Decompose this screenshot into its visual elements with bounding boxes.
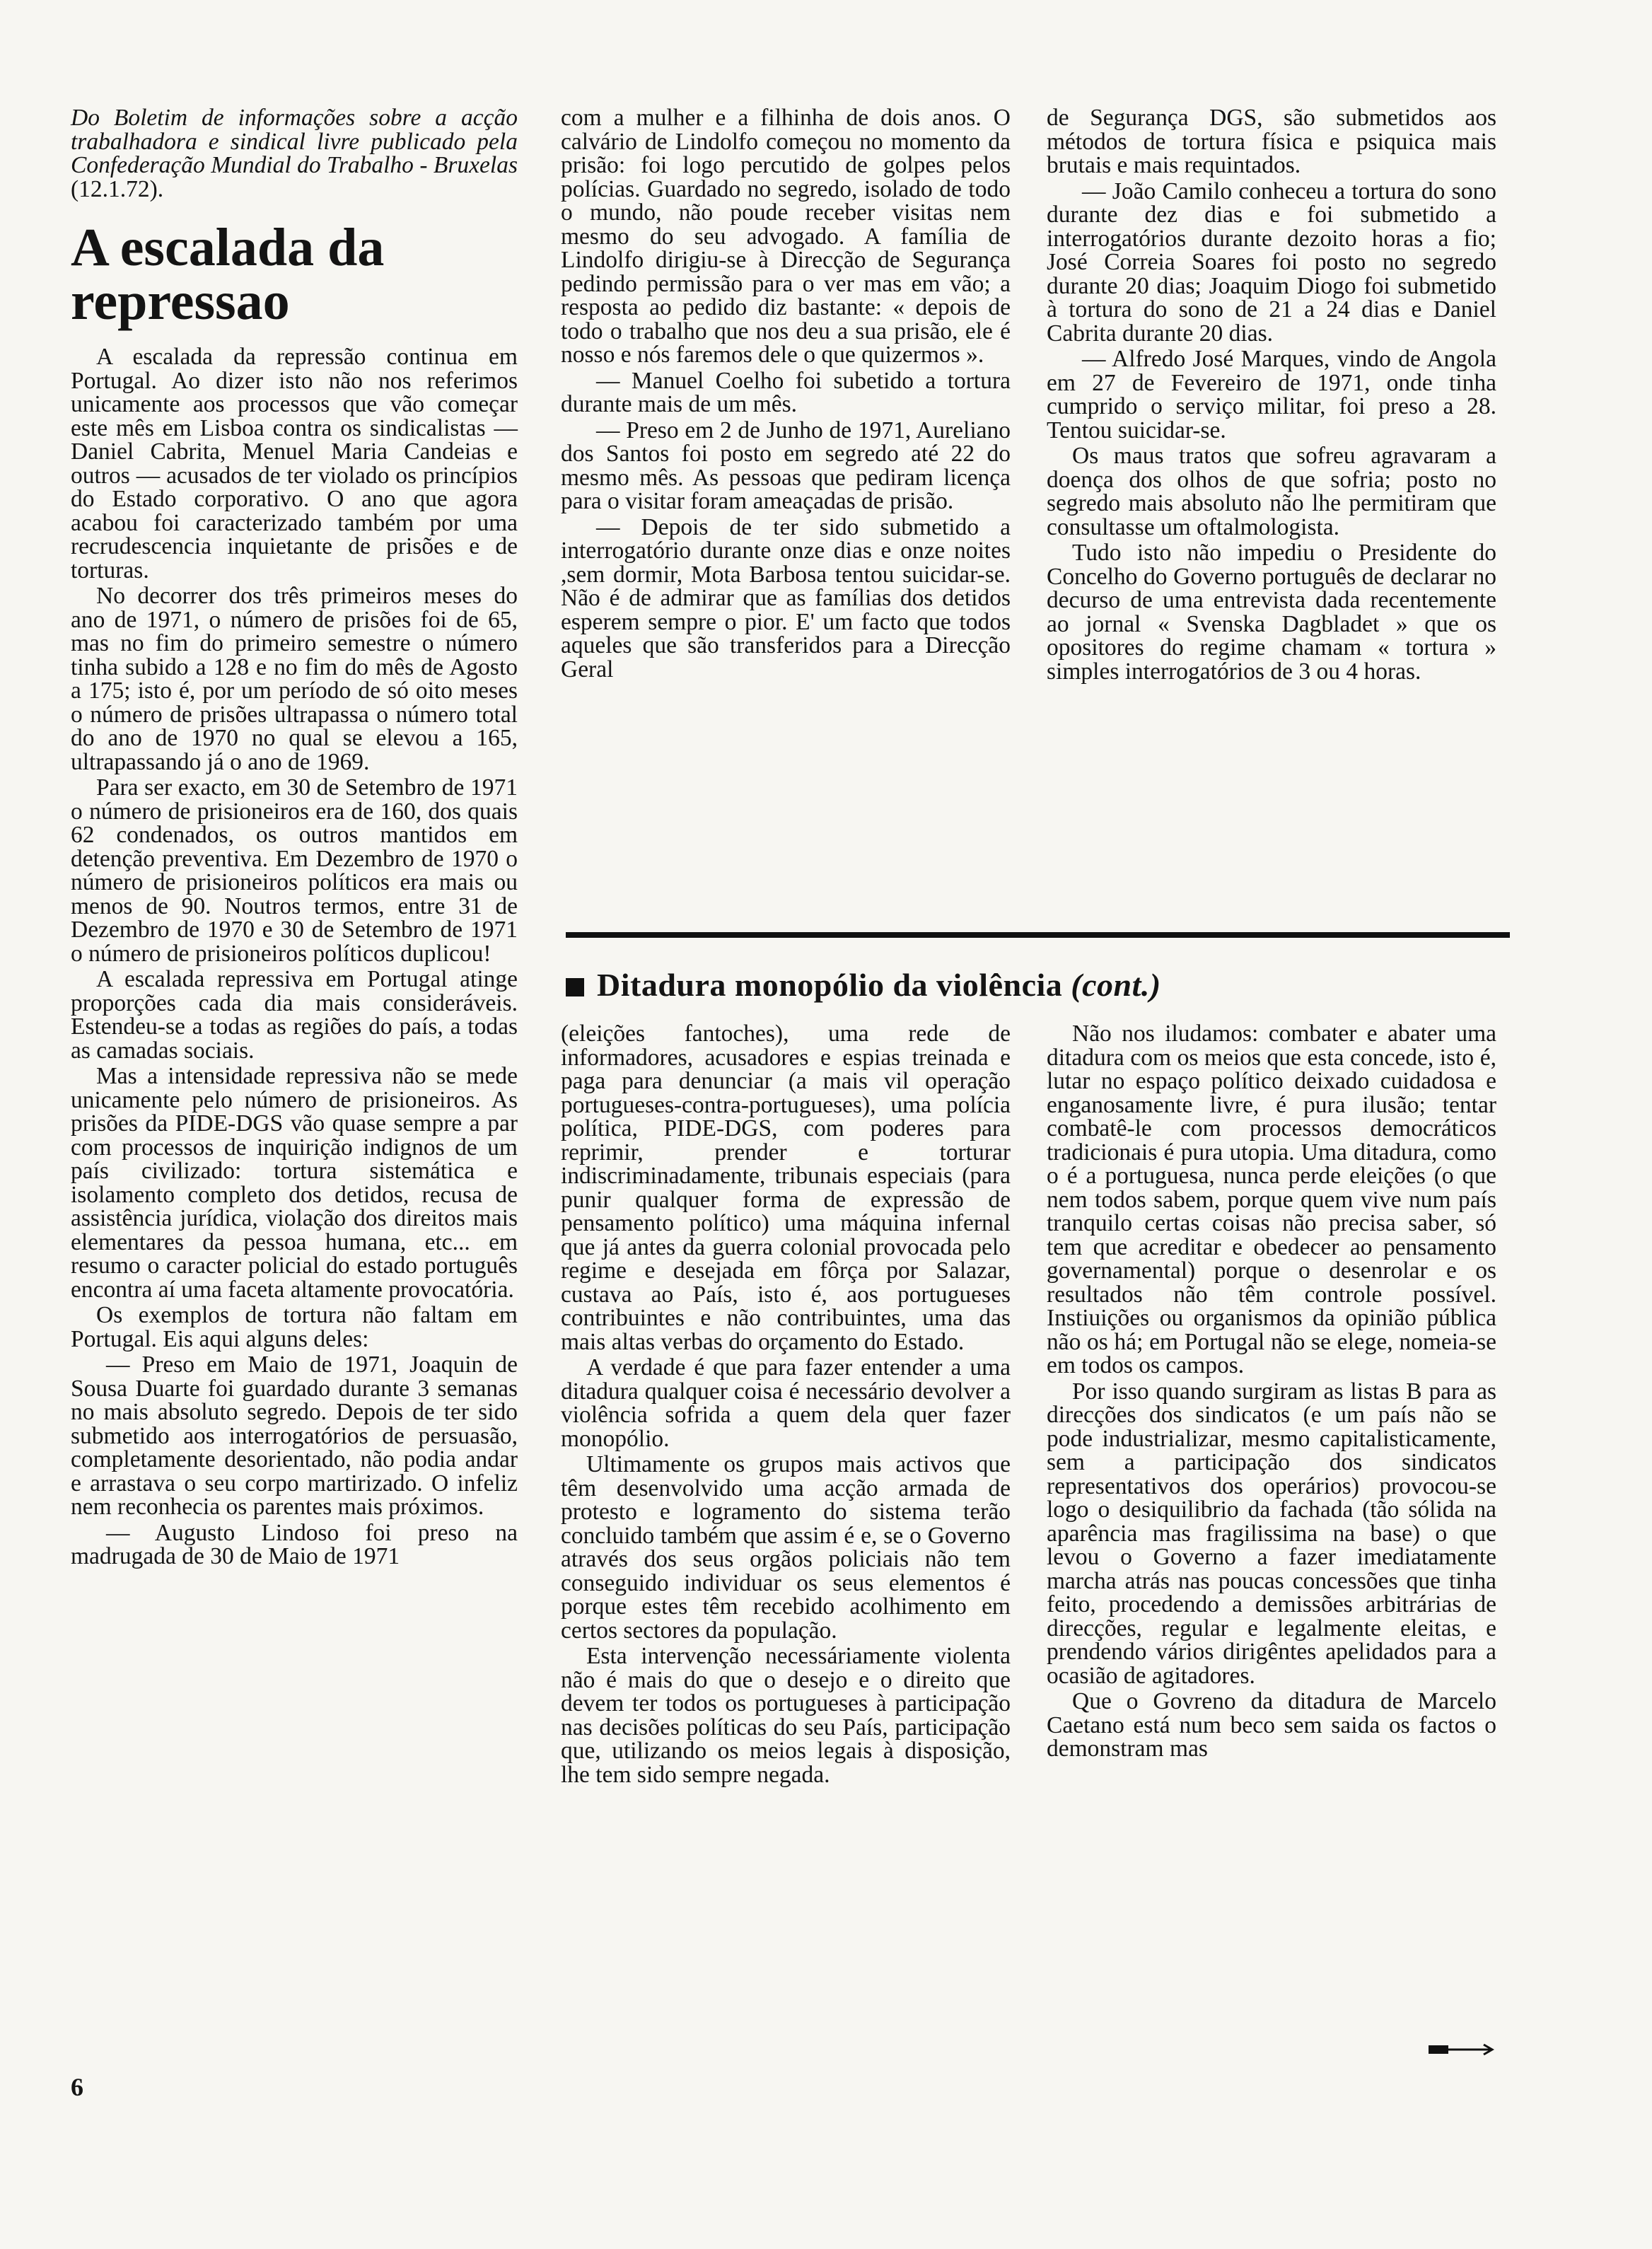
paragraph: — Alfredo José Marques, vindo de Angola em 27 de Fevereiro de 1971, onde tinha cumprido o serviço militar, foi preso a 28. Tentou suicidar-se.	[1047, 346, 1496, 443]
paragraph: — Manuel Coelho foi subetido a tortura durante mais de um mês.	[561, 367, 1011, 417]
column-2-top	[561, 106, 1011, 681]
paragraph: Os maus tratos que sofreu agravaram a doença dos olhos de que sofria; posto no segredo mais absoluto não lhe permitiram que consultasse um oftalmologista.	[1047, 443, 1496, 540]
paragraph: Que o Govreno da ditadura de Marcelo Caetano está num beco sem saida os factos o demonstram mas	[1047, 1688, 1496, 1762]
paragraph: Mas a intensidade repressiva não se mede unicamente pelo número de prisioneiros. As prisões da PIDE-DGS vão quase sempre a par com processos de inquirição indignos de um país civilizado: tortura sistemática e isolamento completo dos detidos, recusa de assistência jurídica, violação dos direitos mais elementares da pessoa humana, etc... em resumo o caracter policial do estado português encontra aí uma faceta altamente provocatória.	[71, 1063, 518, 1303]
paragraph: Tudo isto não impediu o Presidente do Concelho do Governo português de declarar no decurso de uma entrevista dada recentemente ao jornal « Svenska Dagbladet » que os opositores do regime chamam « tortura » simples interrogatórios de 3 ou 4 horas.	[1047, 540, 1496, 685]
column-3-top	[1047, 106, 1496, 683]
continued-label: (cont.)	[1071, 967, 1161, 1003]
article-headline: A escalada da repressao	[71, 218, 385, 331]
paragraph: A escalada repressiva em Portugal atinge proporções cada dia mais consideráveis. Estendeu-se a todas as regiões do país, a todas as camadas sociais.	[71, 966, 518, 1064]
paragraph: Não nos iludamos: combater e abater uma ditadura com os meios que esta concede, isto é, lutar no espaço político deixado cuidadosa e enganosamente livre, é pura ilusão; tentar combatê-le com processos democráticos tradicionais é pura utopia. Uma ditadura, como o é a portuguesa, nunca perde eleições (o que nem todos sabem, porque quem vive num país tranquilo certas coisas não precisa saber, só tem que acreditar e obedecer ao pensamento governamental) porque o desenrolar e os resultados não têm controle possível. Instiuições ou organismos da opinião pública não os há; em Portugal não se elege, nomeia-se em todos os campos.	[1047, 1021, 1496, 1378]
section-heading: Ditadura monopólio da violência (cont.)	[566, 967, 1510, 1003]
paragraph: de Segurança DGS, são submetidos aos métodos de tortura física e psiquica mais brutais e mais requintados.	[1047, 105, 1496, 178]
intro-date: (12.1.72).	[71, 175, 164, 202]
square-bullet-icon	[566, 978, 584, 996]
section-divider	[566, 932, 1510, 938]
paragraph: — Preso em Maio de 1971, Joaquin de Sousa Duarte foi guardado durante 3 semanas no mais absoluto segredo. Depois de ter sido submetido aos interrogatórios de persuasão, completamente desorientado, não podia andar e arrastava o seu corpo martirizado. O infeliz nem reconhecia os parentes mais próximos.	[71, 1352, 518, 1520]
paragraph: — Depois de ter sido submetido a interrogatório durante onze dias e onze noites ,sem dormir, Mota Barbosa tentou suicidar-se. Não é de admirar que as famílias dos detidos esperem sempre o pior. E' um facto que todos aqueles que são transferidos para a Direcção Geral	[561, 513, 1011, 682]
paragraph: Por isso quando surgiram as listas B para as direcções dos sindicatos (e um país não se pode industrializar, mesmo capitalisticamente, sem a participação dos sindicatos representativos dos operários) provocou-se logo o desiquilibrio da fachada (tão sólida na aparência mas fragilissima na base) o que levou o Governo a fazer imediatamente marcha atrás nas poucas concessões que tinha feito, procedendo a demissões arbitrárias de direcções, regular e legalmente eleitas, e prendendo vários dirigêntes apelidados para a ocasião de agitadores.	[1047, 1378, 1496, 1689]
column-2-bottom	[561, 1022, 1011, 1786]
paragraph: A escalada da repressão continua em Portugal. Ao dizer isto não nos referimos unicamente aos processos que vão começar este mês em Lisboa contra os sindicalistas — Daniel Cabrita, Menuel Maria Candeias e outros — acusados de ter violado os princípios do Estado corporativo. O ano que agora acabou foi caracterizado também por uma recrudescencia inquietante de prisões e de torturas.	[71, 344, 518, 583]
page-number: 6	[71, 2073, 83, 2101]
paragraph: A verdade é que para fazer entender a uma ditadura qualquer coisa é necessário devolver a violência sofrida a quem dela quer fazer monopólio.	[561, 1354, 1011, 1452]
column-1	[71, 106, 518, 1569]
paragraph: (eleições fantoches), uma rede de informadores, acusadores e espias treinada e paga para denunciar (a mais vil operação portugueses-contra-portugueses), uma polícia política, PIDE-DGS, com poderes para reprimir, prender e torturar indiscriminadamente, tribunais especiais (para punir qualquer forma de expressão de pensamento político) uma máquina infernal que já antes da guerra colonial provocada pelo regime e desejada em fôrça por Salazar, custava ao País, isto é, aos portugueses contribuintes e não contribuintes, uma das mais altas verbas do orçamento do Estado.	[561, 1021, 1011, 1355]
paragraph: Para ser exacto, em 30 de Setembro de 1971 o número de prisioneiros era de 160, dos quais 62 condenados, os outros mantidos em detenção preventiva. Em Dezembro de 1970 o número de prisioneiros políticos era mais ou menos de 90. Noutros termos, entre 31 de Dezembro de 1970 e 30 de Setembro de 1971 o número de prisioneiros políticos duplicou!	[71, 774, 518, 967]
paragraph: — Augusto Lindoso foi preso na madrugada de 30 de Maio de 1971	[71, 1519, 518, 1569]
paragraph: com a mulher e a filhinha de dois anos. O calvário de Lindolfo começou no momento da prisão: foi logo percutido de golpes pelos polícias. Guardado no segredo, isolado de todo o mundo, não poude receber visitas nem mesmo do seu advogado. A família de Lindolfo dirigiu-se à Direcção de Segurança pedindo permissão para o ver mas em vão; a resposta ao pedido diz bastante: « depois de todo o trabalho que nos deu a sua prisão, ele é nosso e nós faremos dele o que quizermos ».	[561, 105, 1011, 368]
paragraph: Ultimamente os grupos mais activos que têm desenvolvido uma acção armada de protesto e logramento do sistema terão concluido também que assim é e, se o Governo através dos seus orgãos policiais não tem conseguido individuar os seus elementos é porque estes têm recebido acolhimento em certos sectores da população.	[561, 1451, 1011, 1644]
paragraph: Os exemplos de tortura não faltam em Portugal. Eis aqui alguns deles:	[71, 1302, 518, 1352]
column-3-bottom	[1047, 1022, 1496, 1761]
intro-note: Do Boletim de informações sobre a acção trabalhadora e sindical livre publicado pela Confederação Mundial do Trabalho - Bruxelas (12.1.72).	[71, 105, 518, 202]
paragraph: No decorrer dos três primeiros meses do ano de 1971, o número de prisões foi de 65, mas no fim do primeiro semestre o número tinha subido a 128 e no fim do mês de Agosto a 175; isto é, por um período de só oito meses o número de prisões ultrapassa o número total do ano de 1970 no qual se elevou a 165, ultrapassando já o ano de 1969.	[71, 583, 518, 775]
paragraph: Esta intervenção necessáriamente violenta não é mais do que o desejo e o direito que devem ter todos os portugueses à participação nas decisões políticas do seu País, participação que, utilizando os meios legais à disposição, lhe tem sido sempre negada.	[561, 1643, 1011, 1788]
paragraph: — Preso em 2 de Junho de 1971, Aureliano dos Santos foi posto em segredo até 22 do mesmo mês. As pessoas que pediram licença para o visitar foram ameaçadas de prisão.	[561, 417, 1011, 514]
continued-arrow-icon	[1429, 2042, 1496, 2057]
paragraph: — João Camilo conheceu a tortura do sono durante dez dias e foi submetido a interrogatórios durante dezoito horas a fio; José Correia Soares foi posto no segredo durante 20 dias; Joaquim Diogo foi submetido à tortura do sono de 21 a 24 dias e Daniel Cabrita durante 20 dias.	[1047, 178, 1496, 347]
